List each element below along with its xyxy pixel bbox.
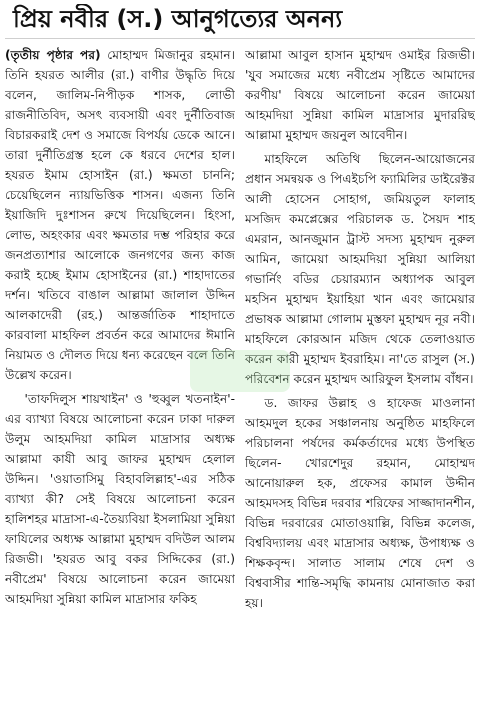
watermark-smudge [190,350,290,392]
right-paragraph-1: আল্লামা আবুল হাসান মুহাম্মদ ওমাইর রিজভী। 'যুব সমাজের মধ্যে নবীপ্রেম সৃষ্টিতে আমাদের করণীয়' বিষয়ে আলোচনা করেন জামেয়া আহমদিয়া সুন্নিয়া কামিল মাদ্রাসার মুদাররিছ আল্লামা মুহাম্মদ জয়নুল আবেদীন। [245,48,475,142]
headline: প্রিয় নবীর (স.) আনুগত্যের অনন্য [5,4,475,39]
left-paragraph-1-text: মোহাম্মদ মিজানুর রহমান। তিনি হযরত আলীর (রা.) বাণীর উদ্ধৃতি দিয়ে বলেন, জালিম-নিপীড়ক শাসক, লোভী রাজনীতিবিদ, অসৎ ব্যবসায়ী এবং দুর্নীতিবাজ বিচারকরাই দেশ ও সমাজে বিপর্যয় ডেকে আনে। তারা দুর্নীতিগ্রস্ত হলে কে ধরবে দেশের হাল। হযরত ইমাম হোসাইন (রা.) ক্ষমতা চাননি; চেয়েছিলেন ন্যায়ভিত্তিক শাসন। এজন্য তিনি ইয়াজিদি দুঃশাসন রুখে দিয়েছিলেন। হিংসা, লোভ, অহংকার এবং ক্ষমতার দম্ভ পরিহার করে জনপ্রত্যাশার আলোকে জনগণের জন্য কাজ করাই হচ্ছে ইমাম হোসাইনের (রা.) শাহাদাতের দর্শন। খতিবে বাঙাল আল্লামা জালাল উদ্দিন আলকাদেরী (রহ.) আন্তর্জাতিক শাহাদাতে কারবালা মাহফিল প্রবর্তন করে আমাদের ঈমানি নিয়ামত ও দৌলত দিয়ে ধন্য করেছেন বলে তিনি উল্লেখ করেন। [5,48,235,382]
continuation-lead: (তৃতীয় পৃষ্ঠার পর) [5,48,101,62]
left-paragraph-2: 'তাফদিলুস শায়খাইন' ও 'হুব্বুল খতনাইন'-এর ব্যাখ্যা বিষয়ে আলোচনা করেন ঢাকা দারুল উলুম আহমদিয়া কামিল মাদ্রাসার অধ্যক্ষ আল্লামা কাযী আবু জাফর মুহাম্মদ হেলাল উদ্দিন। 'ওয়াতাসিমু বিহাবলিল্লাহ'-এর সঠিক ব্যাখ্যা কী? সেই বিষয়ে আলোচনা করেন হালিশহর মাদ্রাসা-এ-তৈয়্যবিয়া ইসলামিয়া সুন্নিয়া ফাযিলের অধ্যক্ষ আল্লামা মুহাম্মদ বদিউল আলম রিজভী। 'হযরত আবু বকর সিদ্দিকের (রা.) নবীপ্রেম' বিষয়ে আলোচনা করেন জামেয়া আহমদিয়া সুন্নিয়া কামিল মাদ্রাসার ফকিহ [5,392,235,606]
right-paragraph-3: ড. জাফর উল্লাহ ও হাফেজ মাওলানা আহমদুল হকের সঞ্চালনায় অনুষ্ঠিত মাহফিলে পরিচালনা পর্ষদের কর্মকর্তাদের মধ্যে উপস্থিত ছিলেন- খোরশেদুর রহমান, মোহাম্মদ আনোয়ারুল হক, প্রফেসর কামাল উদ্দীন আহমদসহ বিভিন্ন দরবার শরিফের সাজ্জাদানশীন, বিভিন্ন দরবারের মোতাওয়াল্লি, বিভিন্ন কলেজ, বিশ্ববিদ্যালয় এবং মাদ্রাসার অধ্যক্ষ, উপাধ্যক্ষ ও শিক্ষকবৃন্দ। সালাত সালাম শেষে দেশ ও বিশ্ববাসীর শান্তি-সমৃদ্ধি কামনায় মোনাজাত করা হয়। [245,396,475,610]
left-paragraph-1 [5,45,235,385]
right-paragraph-2: মাহফিলে অতিথি ছিলেন-আয়োজনের প্রধান সমন্বয়ক ও পিএইচপি ফ্যামিলির ডাইরেক্টর আলী হোসেন সোহাগ, জমিয়তুল ফালাহ মসজিদ কমপ্লেক্সের পরিচালক ড. সৈয়দ শাহ এমরান, আনজুমান ট্রাস্ট সদস্য মুহাম্মদ নুরুল আমিন, জামেয়া আহমদিয়া সুন্নিয়া আলিয়া গভার্নিং বডির চেয়ারম্যান অধ্যাপক আবুল মহসিন মুহাম্মদ ইয়াহিয়া খান এবং জামেয়ার প্রভাষক আল্লামা গোলাম মুস্তফা মুহাম্মদ নূর নবী। মাহফিলে কোরআন মজিদ থেকে তেলাওয়াত করেন কারী মুহাম্মদ ইবরাহিম। না'তে রাসুল (স.) পরিবেশন করেন মুহাম্মদ আরিফুল ইসলাম বাঁধন। [245,152,475,386]
